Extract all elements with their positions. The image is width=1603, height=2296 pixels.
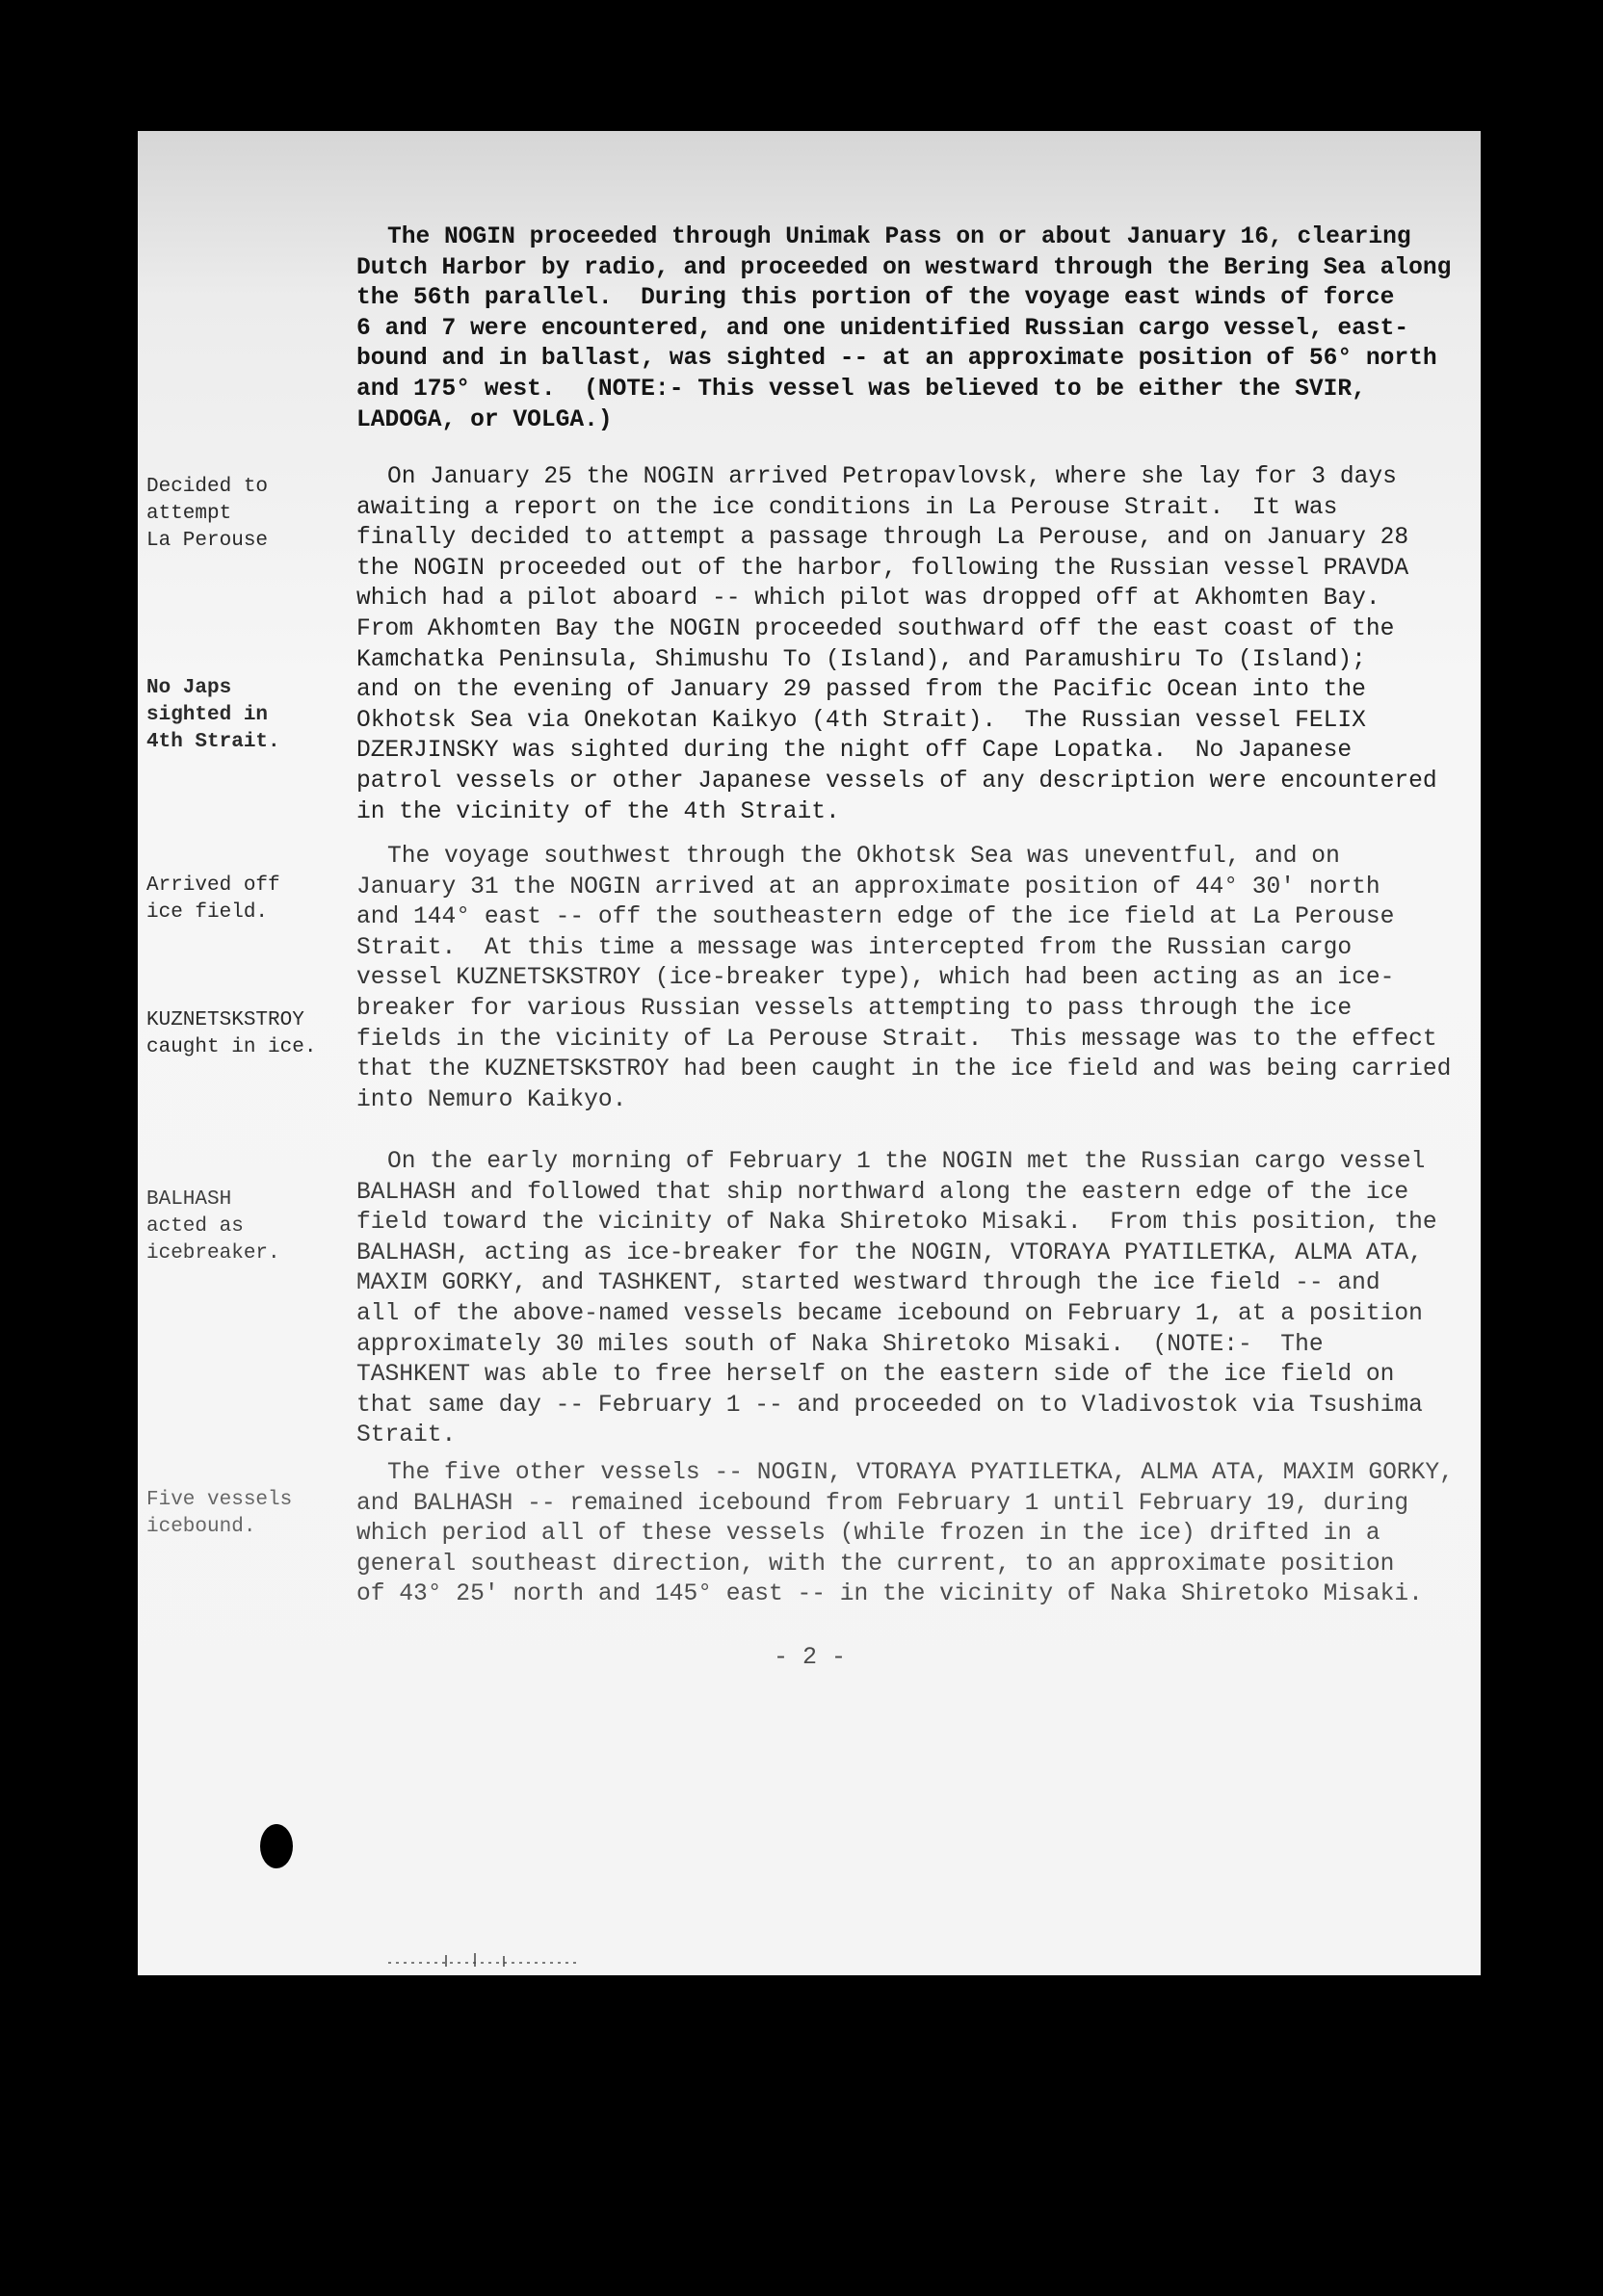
margin-note [146, 1187, 349, 1267]
text-line: The NOGIN proceeded through Unimak Pass on or about January 16, clearing [387, 224, 1411, 250]
text-line: the 56th parallel. During this portion of the voyage east winds of force [356, 285, 1395, 312]
ink-blot [260, 1824, 293, 1868]
text-line: approximately 30 miles south of Naka Shiretoko Misaki. (NOTE:- The [356, 1331, 1324, 1358]
page-number: - 2 - [774, 1643, 847, 1671]
margin-note [146, 1007, 349, 1061]
margin-note-line: La Perouse [146, 530, 269, 552]
text-line: that same day -- February 1 -- and proceeded on to Vladivostok via Tsushima [356, 1392, 1423, 1419]
text-line: BALHASH and followed that ship northward along the eastern edge of the ice [356, 1179, 1409, 1206]
text-line: that the KUZNETSKSTROY had been caught in the ice field and was being carried [356, 1057, 1452, 1083]
text-line: patrol vessels or other Japanese vessels of any description were encountered [356, 768, 1437, 795]
text-line: From Akhomten Bay the NOGIN proceeded southward off the east coast of the [356, 615, 1395, 642]
text-line: which period all of these vessels (while frozen in the ice) drifted in a [356, 1521, 1380, 1548]
margin-note-line: BALHASH [146, 1188, 232, 1211]
margin-note-line: Decided to [146, 476, 269, 498]
paragraph-5 [356, 1458, 1454, 1610]
margin-note-line: icebreaker. [146, 1242, 280, 1265]
text-line: Kamchatka Peninsula, Shimushu To (Island), and Paramushiru To (Island); [356, 646, 1366, 673]
paragraph-2 [356, 462, 1450, 827]
text-line: The voyage southwest through the Okhotsk Sea was uneventful, and on [387, 844, 1340, 870]
text-line: MAXIM GORKY, and TASHKENT, started westward through the ice field -- and [356, 1270, 1380, 1297]
text-line: and BALHASH -- remained icebound from February 1 until February 19, during [356, 1490, 1409, 1517]
margin-note-line: Arrived off [146, 874, 280, 897]
margin-note [146, 1487, 349, 1541]
text-line: The five other vessels -- NOGIN, VTORAYA PYATILETKA, ALMA ATA, MAXIM GORKY, [387, 1460, 1454, 1486]
text-line: and 144° east -- off the southeastern edge of the ice field at La Perouse [356, 904, 1395, 931]
text-line: On January 25 the NOGIN arrived Petropavlovsk, where she lay for 3 days [387, 464, 1397, 490]
paragraph-4 [356, 1147, 1450, 1451]
text-line: Dutch Harbor by radio, and proceeded on westward through the Bering Sea along [356, 254, 1452, 281]
text-line: finally decided to attempt a passage through La Perouse, and on January 28 [356, 525, 1409, 552]
text-line: and on the evening of January 29 passed from the Pacific Ocean into the [356, 677, 1366, 704]
text-line: into Nemuro Kaikyo. [356, 1086, 627, 1113]
text-line: breaker for various Russian vessels attempting to pass through the ice [356, 995, 1353, 1022]
scan-artifact-marks [388, 1953, 639, 1967]
text-line: general southeast direction, with the current, to an approximate position [356, 1551, 1395, 1578]
margin-note-line: icebound. [146, 1516, 256, 1538]
paragraph-1 [356, 222, 1450, 435]
margin-note [146, 474, 349, 555]
margin-note-line: KUZNETSKSTROY [146, 1009, 304, 1031]
text-line: vessel KUZNETSKSTROY (ice-breaker type), which had been acting as an ice- [356, 965, 1395, 992]
margin-note-line: Five vessels [146, 1489, 293, 1511]
text-line: Okhotsk Sea via Onekotan Kaikyo (4th Strait). The Russian vessel FELIX [356, 707, 1366, 734]
text-line: On the early morning of February 1 the NOGIN met the Russian cargo vessel [387, 1149, 1426, 1175]
text-line: in the vicinity of the 4th Strait. [356, 798, 840, 825]
text-line: all of the above-named vessels became icebound on February 1, at a position [356, 1300, 1423, 1327]
text-line: bound and in ballast, was sighted -- at an approximate position of 56° north [356, 346, 1437, 373]
text-line: Strait. [356, 1422, 457, 1449]
text-line: Strait. At this time a message was intercepted from the Russian cargo [356, 934, 1353, 961]
margin-note-line: acted as [146, 1215, 244, 1238]
margin-note [146, 873, 349, 926]
text-line: LADOGA, or VOLGA.) [356, 406, 613, 433]
text-line: field toward the vicinity of Naka Shiretoko Misaki. From this position, the [356, 1210, 1437, 1237]
text-line: which had a pilot aboard -- which pilot was dropped off at Akhomten Bay. [356, 586, 1380, 613]
margin-note-line: attempt [146, 503, 232, 525]
text-line: 6 and 7 were encountered, and one unidentified Russian cargo vessel, east- [356, 315, 1409, 342]
margin-note-line: No Japs [146, 677, 232, 699]
text-line: of 43° 25' north and 145° east -- in the vicinity of Naka Shiretoko Misaki. [356, 1581, 1423, 1608]
document-page [138, 131, 1481, 1975]
paragraph-3 [356, 842, 1450, 1115]
margin-note-line: caught in ice. [146, 1036, 317, 1058]
margin-note-line: ice field. [146, 901, 269, 924]
text-line: fields in the vicinity of La Perouse Strait. This message was to the effect [356, 1026, 1437, 1053]
text-line: the NOGIN proceeded out of the harbor, following the Russian vessel PRAVDA [356, 555, 1409, 582]
text-line: DZERJINSKY was sighted during the night off Cape Lopatka. No Japanese [356, 738, 1353, 765]
margin-note-line: 4th Strait. [146, 731, 280, 753]
text-line: BALHASH, acting as ice-breaker for the NOGIN, VTORAYA PYATILETKA, ALMA ATA, [356, 1239, 1423, 1266]
text-line: TASHKENT was able to free herself on the eastern side of the ice field on [356, 1362, 1395, 1389]
text-line: and 175° west. (NOTE:- This vessel was believed to be either the SVIR, [356, 376, 1366, 403]
margin-note-line: sighted in [146, 704, 269, 726]
margin-note [146, 675, 349, 756]
text-line: awaiting a report on the ice conditions in La Perouse Strait. It was [356, 494, 1338, 521]
text-line: January 31 the NOGIN arrived at an approximate position of 44° 30' north [356, 874, 1380, 900]
